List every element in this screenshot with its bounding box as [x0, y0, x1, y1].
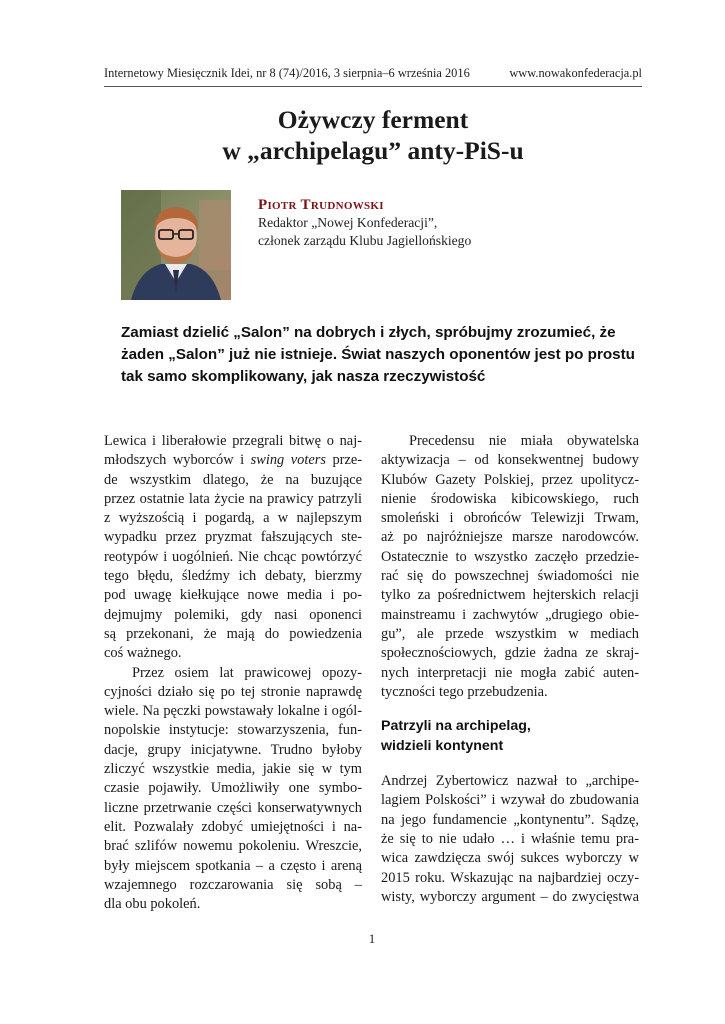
- section-heading: [381, 716, 639, 756]
- right-column: [381, 432, 639, 907]
- journal-info: Internetowy Miesięcznik Idei, nr 8 (74)/2016, 3 sierpnia–6 września 2016: [104, 66, 470, 80]
- section-heading-line-2: widzieli kontynent: [381, 738, 504, 755]
- text-line: pod uwagę kiełkujące nowe media i po-: [104, 587, 362, 604]
- text-line: Klubów Gazety Polskiej, przez upolitycz-: [381, 471, 639, 488]
- text-line: były miejscem spotkania – a często i areną: [104, 857, 362, 874]
- author-role-line-2: członek zarządu Klubu Jagiellońskiego: [258, 232, 472, 248]
- website-url[interactable]: www.nowakonfederacja.pl: [509, 66, 642, 80]
- text-line: są przekonani, że mają do powiedzenia: [104, 625, 362, 642]
- text-line: de wszystkim dlatego, że na buzujące: [104, 471, 362, 488]
- text-line: Lewica i liberałowie przegrali bitwę o naj-: [104, 433, 362, 449]
- text-line: Przez osiem lat prawicowej opozy-: [132, 664, 362, 681]
- text-line: wisty, wyborczy argument – do zwycięstwa: [381, 888, 639, 905]
- text-line: wica zawdzięcza swój sukces wyborczy w: [381, 850, 639, 867]
- section-heading-line-1: Patrzyli na archipelag,: [381, 718, 531, 735]
- text-line: zliczyć wszystkie media, jakie się w tym: [104, 761, 362, 778]
- text-line: Andrzej Zybertowicz nazwał to „archipe-: [381, 773, 639, 790]
- text-line: na jego fundamencie „kontynentu”. Sądzę,: [381, 811, 639, 828]
- running-header: [104, 66, 642, 87]
- text-line: wiele. Na pęczki powstawały lokalne i ogól-: [104, 703, 362, 720]
- text-line: młodszych wyborców i swing voters prze-: [104, 452, 363, 469]
- text-line: aż po najróżniejsze marsze narodowców.: [381, 529, 639, 546]
- text-line: tego błędu, śledźmy ich debaty, bierzmy: [104, 568, 362, 585]
- text-line: tyczności tego przebudzenia.: [381, 683, 548, 700]
- text-line: aktywizacja – od konsekwentnej budowy: [381, 452, 639, 469]
- text-line: cyjności działo się po tej stronie naprawdę: [104, 683, 362, 700]
- author-portrait-icon: [121, 190, 231, 300]
- author-photo: [121, 190, 231, 300]
- text-line: 2015 roku. Wskazując na najbardziej oczy-: [381, 869, 639, 886]
- text-line: wzajemnego rozczarowania się sobą –: [104, 876, 362, 893]
- text-line: dacje, grupy inicjatywne. Trudno byłoby: [104, 741, 362, 758]
- lead-line: żaden „Salon” już nie istnieje. Świat naszych oponentów jest po prostu: [121, 346, 635, 363]
- page-number: 1: [368, 931, 376, 946]
- title-line-2: w „archipelagu” anty-PiS-u: [222, 136, 524, 165]
- text-line: smoleński i obrońców Telewizji Trwam,: [381, 510, 639, 527]
- text-line: Precedensu nie miała obywatelska: [409, 433, 639, 449]
- text-line: dejmujmy polemiki, gdy nasi oponenci: [104, 606, 362, 623]
- author-role-line-1: Redaktor „Nowej Konfederacji”,: [258, 215, 438, 230]
- text-line: Ostatecznie to wszystko zaczęło przedzie-: [381, 548, 639, 565]
- article-lead: [121, 322, 637, 388]
- text-line: rać się do powszechnej świadomości nie: [381, 568, 639, 585]
- title-line-1: Ożywczy ferment: [277, 105, 469, 134]
- lead-line: Zamiast dzielić „Salon” na dobrych i złych, spróbujmy zrozumieć, że: [121, 324, 616, 341]
- text-line: tylko za pośrednictwem hejterskich relacji: [381, 587, 639, 604]
- text-line: wypadku przez pryzmat fałszujących ste-: [104, 529, 362, 546]
- lead-line: tak samo skomplikowany, jak nasza rzeczywistość: [121, 368, 486, 385]
- text-line: reotypów i uogólnień. Nie chcąc powtórzyć: [104, 548, 362, 565]
- text-line: coś ważnego.: [104, 645, 182, 662]
- text-line: lagiem Polskości” i wzywał do zbudowania: [381, 792, 639, 809]
- text-line: brać szlifów nowemu pokoleniu. Wreszcie,: [104, 838, 362, 855]
- article-title: [104, 104, 642, 166]
- author-name: Piotr Trudnowski: [258, 197, 384, 213]
- text-line: z wyższością i pogardą, a w najlepszym: [104, 510, 362, 527]
- italic-term: swing voters: [250, 452, 326, 469]
- left-column: [104, 432, 362, 914]
- text-line: nopolskie instytucje: stowarzyszenia, fun-: [104, 722, 362, 739]
- text-line: że się to nie udało … i właśnie temu pra-: [381, 831, 639, 848]
- text-line: liczne przetrwanie części konserwatywnych: [104, 799, 362, 816]
- text-line: mainstreamu i zachwytów „drugiego obie-: [381, 606, 639, 623]
- text-line: nienie środowiska kibicowskiego, ruch: [381, 490, 639, 507]
- author-block: [258, 196, 578, 249]
- text-line: przez ostatnie lata życie na prawicy patrzyli: [104, 490, 362, 507]
- text-line: gu”, ale przede wszystkim w mediach: [381, 625, 639, 642]
- text-line: czasie pojawiły. Umożliwiły one symbo-: [104, 780, 362, 797]
- text-line: elit. Pozwalały zdobyć umiejętności i na-: [104, 818, 362, 835]
- text-line: dla obu pokoleń.: [104, 896, 201, 913]
- text-line: nych interpretacji nie mogła zabić auten-: [381, 664, 639, 681]
- text-line: społecznościowych, gdzie żadna ze skraj-: [381, 645, 639, 662]
